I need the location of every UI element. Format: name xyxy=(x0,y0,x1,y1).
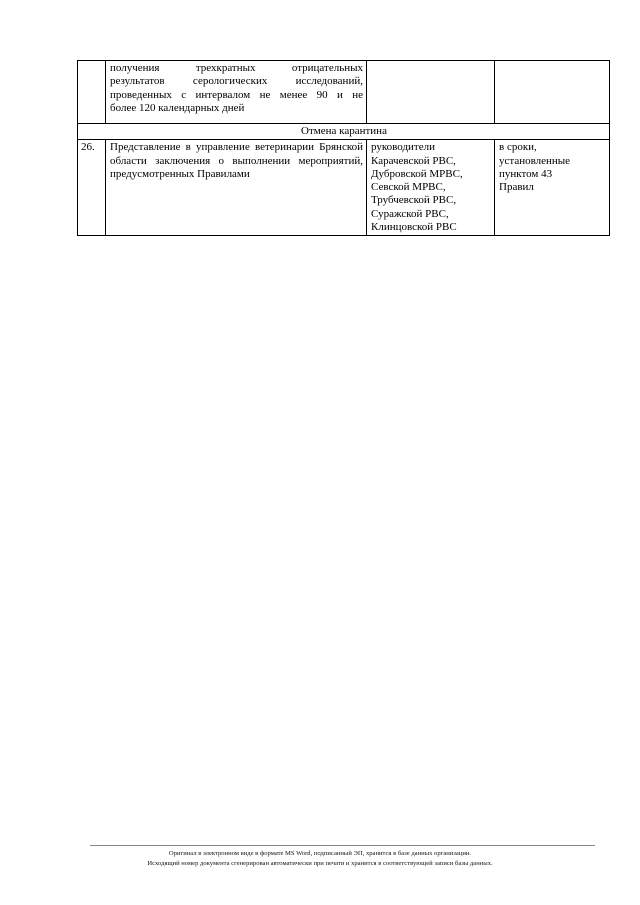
responsible-line: Трубчевской РВС, xyxy=(371,194,457,207)
row-number: 26. xyxy=(78,140,106,236)
quarantine-measures-table xyxy=(77,60,610,236)
deadline-line: пунктом 43 xyxy=(499,167,553,180)
word: исследований, xyxy=(295,75,363,88)
measure-line: более 120 календарных дней xyxy=(110,101,245,114)
table-row-continued xyxy=(78,61,610,124)
word: 90 xyxy=(316,88,328,101)
section-header: Отмена карантина xyxy=(78,124,610,140)
measure-line xyxy=(110,75,363,88)
footer xyxy=(0,849,640,869)
responsible-line: Клинцовской РВС xyxy=(371,221,457,234)
word: получения xyxy=(110,62,160,74)
footer-line-2: Исходящий номер документа сгенерирован автоматически при печати и хранится в соответствующей записи базы данных. xyxy=(147,860,493,867)
deadline-cell-empty xyxy=(495,61,610,124)
measure-cell: Представление в управление ветеринарии Брянской области заключения о выполнении мероприятий, предусмотренных Правилами xyxy=(106,140,367,236)
word: серологических xyxy=(192,75,268,88)
responsible-cell-empty xyxy=(367,61,495,124)
word: с xyxy=(181,88,187,101)
word: не xyxy=(352,88,363,101)
word: проведенных xyxy=(110,88,172,101)
number-cell-empty xyxy=(78,61,106,124)
word: результатов xyxy=(110,75,165,88)
deadline-line: установленные xyxy=(499,154,571,167)
deadline-line: Правил xyxy=(499,181,534,194)
word: не xyxy=(259,88,271,101)
section-header-row xyxy=(78,124,610,140)
footer-divider xyxy=(90,845,595,846)
responsible-line: руководители xyxy=(371,141,435,154)
word: интервалом xyxy=(195,88,251,101)
deadline-line: в сроки, xyxy=(499,141,537,154)
word: и xyxy=(336,88,343,101)
responsible-cell xyxy=(367,140,495,236)
responsible-line: Дубровской МРВС, xyxy=(371,167,463,180)
responsible-line: Карачевской РВС, xyxy=(371,154,456,167)
measure-cell-continued xyxy=(106,61,367,124)
word: трехкратных xyxy=(195,62,256,74)
responsible-line: Севской МРВС, xyxy=(371,181,446,194)
word: менее xyxy=(279,88,308,101)
deadline-cell xyxy=(495,140,610,236)
measure-line xyxy=(110,89,363,102)
responsible-line: Суражской РВС, xyxy=(371,207,449,220)
table-row-26 xyxy=(78,140,610,236)
word: отрицательных xyxy=(291,62,363,74)
measure-line xyxy=(110,62,363,75)
footer-line-1: Оригинал в электронном виде в формате MS Word, подписанный ЭП, хранится в базе данных организации. xyxy=(168,850,472,857)
